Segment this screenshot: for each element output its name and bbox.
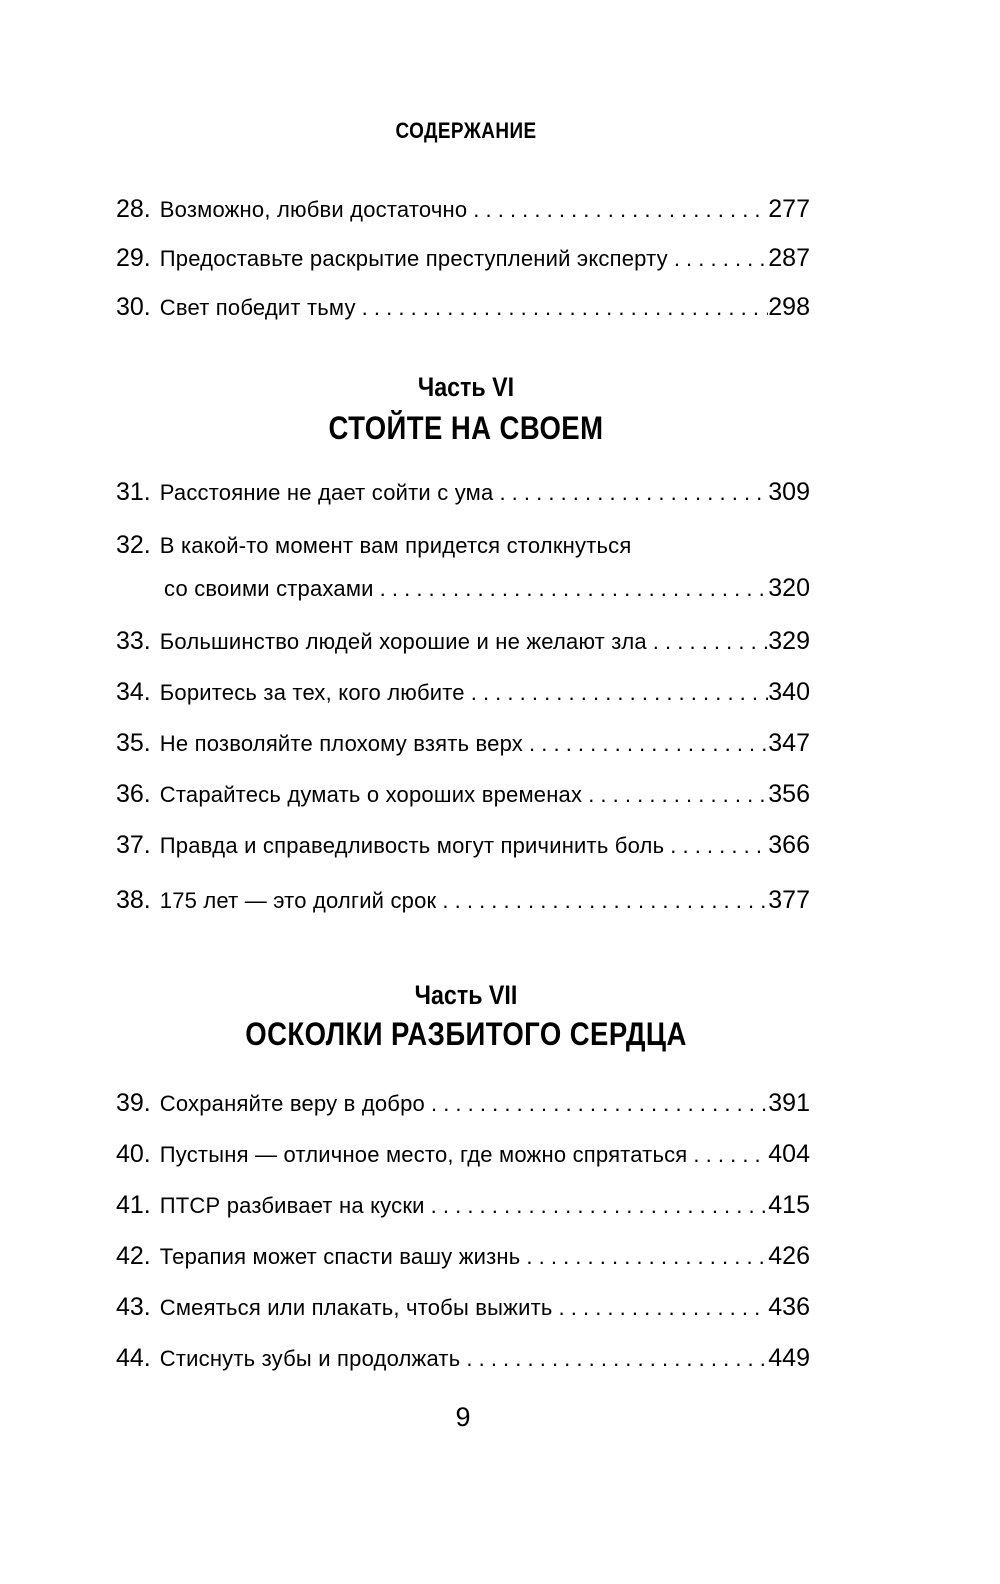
entry-title: ПТСР разбивает на куски (159, 1193, 425, 1218)
entry-page: 449 (768, 1344, 810, 1372)
entry-number: 28. (116, 195, 151, 223)
entry-number: 41. (116, 1191, 151, 1219)
dot-leader (523, 729, 768, 759)
running-head: СОДЕРЖАНИЕ (395, 118, 537, 143)
dot-leader (465, 678, 769, 708)
entry-number: 44. (116, 1344, 151, 1372)
entry-page: 366 (768, 831, 810, 859)
toc-entry-33[interactable] (116, 626, 810, 657)
part-6-title: СТОЙТЕ НА СВОЕМ (328, 410, 604, 446)
entry-title: Стиснуть зубы и продолжать (159, 1346, 461, 1371)
part-7-label: Часть VII (414, 980, 518, 1010)
entry-number: 39. (116, 1089, 151, 1117)
part-6-label: Часть VI (417, 372, 515, 402)
toc-entry-35[interactable] (116, 728, 810, 759)
toc-entry-38[interactable] (116, 885, 810, 916)
toc-list-part-6 (116, 477, 810, 916)
entry-page: 426 (768, 1242, 810, 1270)
entry-page: 377 (768, 886, 810, 914)
dot-leader (668, 244, 768, 274)
entry-page: 287 (768, 244, 810, 272)
entry-number: 40. (116, 1140, 151, 1168)
toc-entry-43[interactable] (116, 1292, 810, 1323)
entry-title: Сохраняйте веру в добро (159, 1091, 425, 1116)
toc-entry-40[interactable] (116, 1139, 810, 1170)
entry-page: 320 (768, 574, 810, 602)
dot-leader (664, 831, 768, 861)
entry-page: 356 (768, 780, 810, 808)
entry-title: 175 лет — это долгий срок (159, 888, 437, 913)
entry-page: 436 (768, 1293, 810, 1321)
entry-number: 42. (116, 1242, 151, 1270)
toc-entry-29[interactable] (116, 243, 810, 274)
toc-entry-44[interactable] (116, 1343, 810, 1374)
entry-page: 309 (768, 478, 810, 506)
dot-leader (425, 1089, 768, 1119)
entry-title: Свет победит тьму (159, 295, 356, 320)
dot-leader (425, 1191, 769, 1221)
entry-title: Правда и справедливость могут причинить боль (159, 833, 665, 858)
toc-entry-41[interactable] (116, 1190, 810, 1221)
entry-page: 277 (768, 195, 810, 223)
entry-page: 329 (768, 627, 810, 655)
dot-leader (493, 478, 768, 508)
entry-title: Смеяться или плакать, чтобы выжить (159, 1295, 553, 1320)
entry-title: Расстояние не дает сойти с ума (159, 480, 494, 505)
dot-leader (436, 886, 768, 916)
dot-leader (356, 293, 769, 323)
entry-title: Боритесь за тех, кого любите (159, 680, 465, 705)
entry-number: 29. (116, 244, 151, 272)
entry-number: 35. (116, 729, 151, 757)
entry-title: Большинство людей хорошие и не желают зла (159, 629, 647, 654)
toc-entry-28[interactable] (116, 194, 810, 225)
entry-number: 38. (116, 886, 151, 914)
page-number: 9 (455, 1402, 471, 1432)
entry-page: 347 (768, 729, 810, 757)
dot-leader (520, 1242, 768, 1272)
entry-number: 36. (116, 780, 151, 808)
entry-page: 391 (768, 1089, 810, 1117)
entry-number: 31. (116, 478, 151, 506)
entry-page: 415 (768, 1191, 810, 1219)
entry-page: 340 (768, 678, 810, 706)
toc-list-part-7 (116, 1088, 810, 1374)
part-7-title: ОСКОЛКИ РАЗБИТОГО СЕРДЦА (245, 1016, 687, 1052)
entry-title: Терапия может спасти вашу жизнь (159, 1244, 521, 1269)
entry-title: Предоставьте раскрытие преступлений эксперту (159, 246, 668, 271)
entry-title: Старайтесь думать о хороших временах (159, 782, 583, 807)
toc-entry-39[interactable] (116, 1088, 810, 1119)
entry-number: 33. (116, 627, 151, 655)
entry-title: Пустыня — отличное место, где можно спрятаться (159, 1142, 688, 1167)
entry-page: 298 (768, 293, 810, 321)
toc-entry-42[interactable] (116, 1241, 810, 1272)
entry-number: 37. (116, 831, 151, 859)
dot-leader (687, 1140, 768, 1170)
dot-leader (467, 195, 768, 225)
entry-number: 43. (116, 1293, 151, 1321)
entry-title: Не позволяйте плохому взять верх (159, 731, 524, 756)
entry-second-line (116, 573, 810, 604)
dot-leader (553, 1293, 769, 1323)
entry-number: 30. (116, 293, 151, 321)
entry-page: 404 (768, 1140, 810, 1168)
dot-leader (582, 780, 768, 810)
toc-entry-37[interactable] (116, 830, 810, 861)
entry-title-line-1: В какой-то момент вам придется столкнуться (159, 533, 632, 558)
entry-number: 34. (116, 678, 151, 706)
dot-leader (460, 1344, 768, 1374)
entry-first-line (116, 530, 810, 561)
entry-number: 32. (116, 531, 151, 559)
entry-title: Возможно, любви достаточно (159, 197, 468, 222)
entry-title-line-2: со своими страхами (164, 576, 374, 601)
toc-entry-30[interactable] (116, 292, 810, 323)
dot-leader (374, 574, 769, 604)
toc-entry-34[interactable] (116, 677, 810, 708)
toc-entry-31[interactable] (116, 477, 810, 508)
toc-list-top (116, 194, 810, 323)
dot-leader (647, 627, 768, 657)
toc-entry-36[interactable] (116, 779, 810, 810)
toc-entry-32[interactable] (116, 530, 810, 604)
